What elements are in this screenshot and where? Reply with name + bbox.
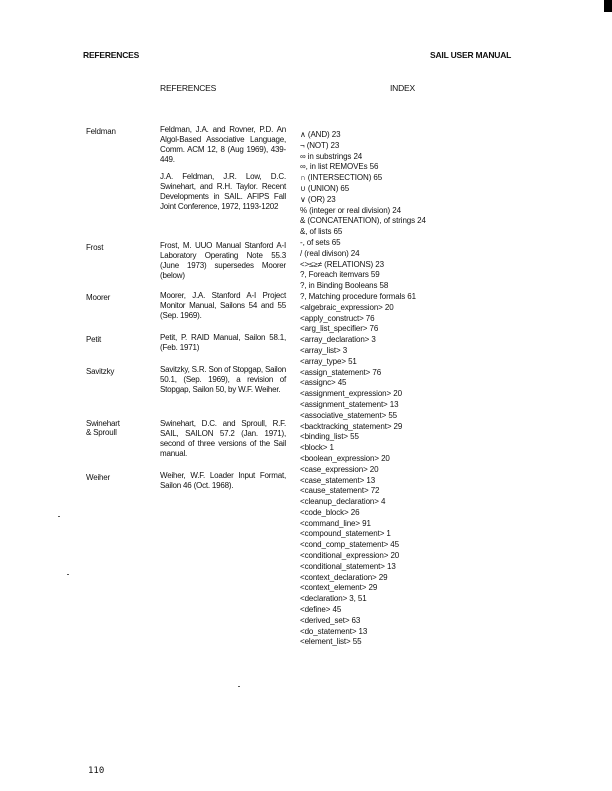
index-entry: ?, Foreach itemvars 59 — [300, 270, 380, 280]
reference-author: Frost — [86, 243, 104, 252]
index-entry: &, of lists 65 — [300, 227, 343, 237]
index-entry: <case_statement> 13 — [300, 475, 376, 485]
reference-text: Moorer, J.A. Stanford A-I Project Monitor Manual, Sailons 54 and 55 (Sep. 1969). — [160, 291, 286, 320]
index-entry: ¬ (NOT) 23 — [300, 140, 340, 150]
corner-mark — [604, 0, 612, 12]
index-entry: <>≤≥≠ (RELATIONS) 23 — [300, 259, 384, 269]
index-entry: <code_block> 26 — [300, 507, 360, 517]
index-entry: <assign_statement> 76 — [300, 367, 382, 377]
reference-text: Frost, M. UUO Manual Stanford A-I Laboratory Operating Note 55.3 (June 1973) supersedes Moorer (below) — [160, 241, 286, 280]
index-entry: ?, in Binding Booleans 58 — [300, 281, 389, 291]
index-entry: ∪ (UNION) 65 — [300, 183, 350, 193]
index-entry: <array_declaration> 3 — [300, 335, 376, 345]
index-entry: <backtracking_statement> 29 — [300, 421, 403, 431]
running-header-left: REFERENCES — [83, 50, 140, 60]
index-entry: <array_list> 3 — [300, 345, 348, 355]
index-entry: <element_list> 55 — [300, 637, 362, 647]
index-entry: <assignment_expression> 20 — [300, 389, 402, 399]
reference-entry — [160, 125, 286, 219]
reference-text: Weiher, W.F. Loader Input Format, Sailon 46 (Oct. 1968). — [160, 471, 286, 490]
scan-speck — [67, 574, 69, 575]
scan-speck — [238, 686, 240, 687]
index-entry: <arg_list_specifier> 76 — [300, 324, 379, 334]
index-entry: & (CONCATENATION), of strings 24 — [300, 216, 426, 226]
index-list — [300, 130, 426, 648]
index-entry: <conditional_statement> 13 — [300, 561, 396, 571]
index-entry: <associative_statement> 55 — [300, 410, 398, 420]
index-entry: <cond_comp_statement> 45 — [300, 540, 400, 550]
reference-author: Savitzky — [86, 367, 115, 376]
reference-entry — [160, 333, 286, 360]
index-entry: -, of sets 65 — [300, 237, 341, 247]
index-entry: <case_expression> 20 — [300, 464, 379, 474]
index-entry: <assignment_statement> 13 — [300, 399, 399, 409]
index-entry: <assignc> 45 — [300, 378, 347, 388]
reference-entry — [160, 291, 286, 328]
index-entry: <cause_statement> 72 — [300, 486, 380, 496]
index-entry: <context_element> 29 — [300, 583, 378, 593]
index-entry: <apply_construct> 76 — [300, 313, 375, 323]
index-entry: <algebraic_expression> 20 — [300, 302, 394, 312]
references-section-title: REFERENCES — [160, 83, 217, 93]
reference-author: Weiher — [86, 473, 110, 482]
reference-text: Petit, P. RAID Manual, Sailon 58.1, (Feb. 1971) — [160, 333, 286, 352]
index-entry: ∨ (OR) 23 — [300, 194, 336, 204]
reference-entry — [160, 419, 286, 466]
reference-text: J.A. Feldman, J.R. Low, D.C. Swinehart, and R.H. Taylor. Recent Developments in SAIL. AFIPS Fall Joint Conference, 1972, 1193-1202 — [160, 172, 286, 211]
reference-text: Feldman, J.A. and Rovner, P.D. An Algol-Based Associative Language, Comm. ACM 12, 8 (Aug 1969), 439-449. — [160, 125, 286, 164]
reference-author: Swinehart & Sproull — [86, 419, 120, 437]
running-header-right: SAIL USER MANUAL — [430, 50, 512, 60]
index-entry: <array_type> 51 — [300, 356, 357, 366]
reference-entry — [160, 365, 286, 402]
page-number: 110 — [88, 766, 105, 776]
index-entry: <boolean_expression> 20 — [300, 453, 390, 463]
index-entry: <declaration> 3, 51 — [300, 594, 367, 604]
index-entry: <cleanup_declaration> 4 — [300, 497, 386, 507]
reference-entry — [160, 471, 286, 498]
index-entry: <context_declaration> 29 — [300, 572, 388, 582]
index-section-title: INDEX — [390, 83, 415, 93]
reference-author: Feldman — [86, 127, 116, 136]
reference-entry — [160, 241, 286, 288]
scan-speck — [58, 516, 60, 517]
index-entry: ∧ (AND) 23 — [300, 130, 341, 139]
index-entry: / (real divison) 24 — [300, 248, 360, 258]
reference-author: Moorer — [86, 293, 111, 302]
reference-author: Petit — [86, 335, 102, 344]
index-entry: <command_line> 91 — [300, 518, 371, 528]
index-entry: ∞ in substrings 24 — [300, 151, 363, 161]
index-entry: <conditional_expression> 20 — [300, 551, 400, 561]
index-entry: ?, Matching procedure formals 61 — [300, 291, 416, 301]
index-entry: ∩ (INTERSECTION) 65 — [300, 173, 383, 183]
reference-text: Swinehart, D.C. and Sproull, R.F. SAIL, SAILON 57.2 (Jan. 1971), second of three versions of the Sail manual. — [160, 419, 286, 458]
index-entry: <do_statement> 13 — [300, 626, 368, 636]
index-entry: <binding_list> 55 — [300, 432, 359, 442]
reference-text: Savitzky, S.R. Son of Stopgap, Sailon 50.1, (Sep. 1969), a revision of Stopgap, Sailon 50, by W.F. Weiher. — [160, 365, 286, 394]
index-entry: % (integer or real division) 24 — [300, 205, 401, 215]
index-entry: <derived_set> 63 — [300, 615, 361, 625]
index-entry: ∞, in list REMOVEs 56 — [300, 162, 379, 172]
index-entry: <define> 45 — [300, 605, 342, 615]
index-entry: <compound_statement> 1 — [300, 529, 391, 539]
index-entry: <block> 1 — [300, 443, 334, 453]
